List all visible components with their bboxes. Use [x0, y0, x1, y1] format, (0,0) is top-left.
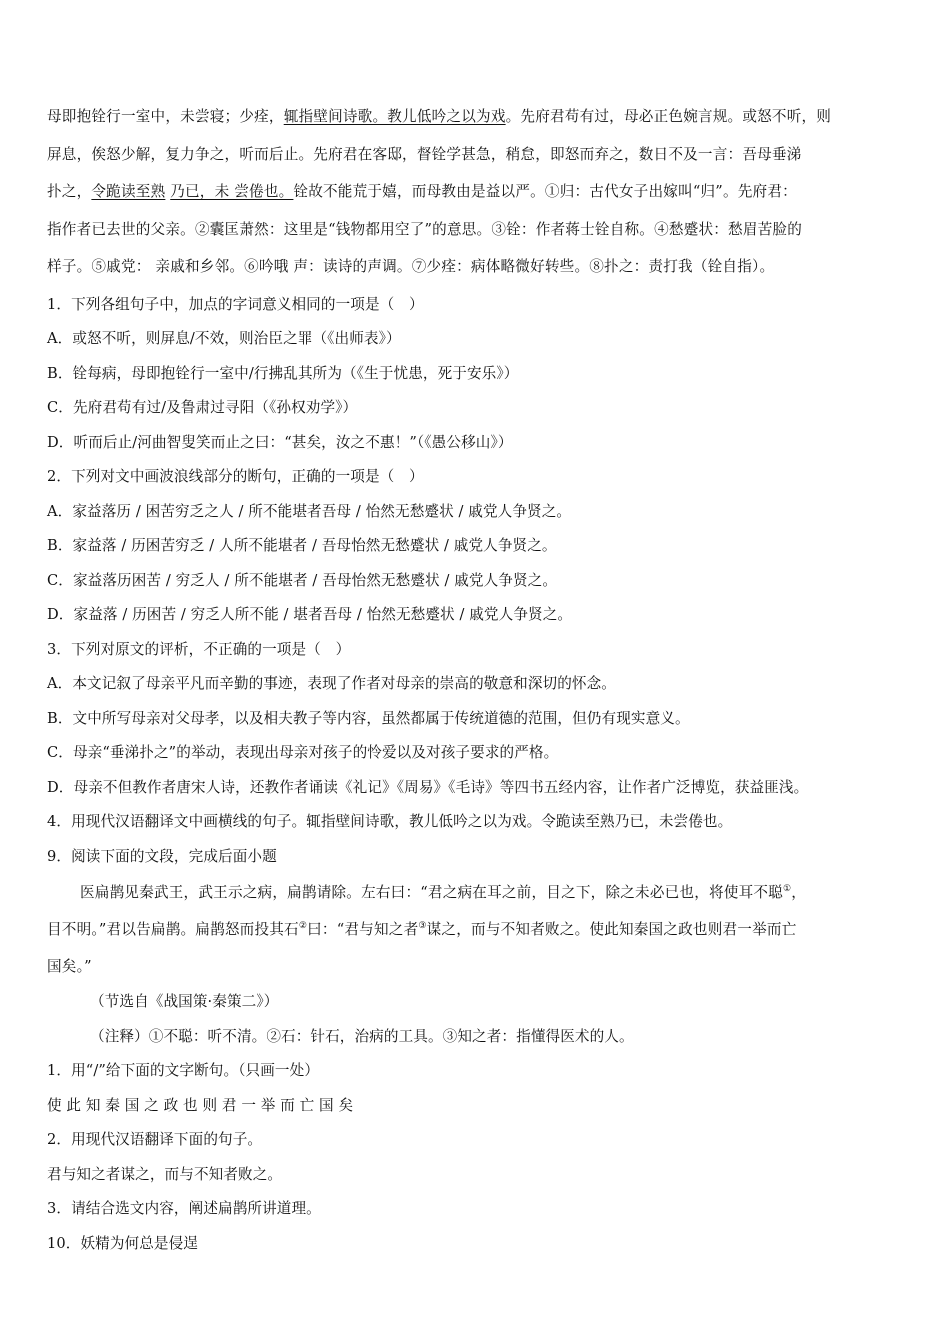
answer-option: A．家益落历 / 困苦穷乏之人 / 所不能堪者吾母 / 怡然无愁蹙状 / 戚党人争贤之。	[47, 502, 572, 520]
text-run: 曰：“君与知之者	[307, 921, 419, 939]
passage-line: 样子。⑤戚党： 亲戚和乡邻。⑥吟哦 声：读诗的声调。⑦少痊：病体略微好转些。⑧扑之：责打我（铨自指）。	[47, 258, 775, 276]
text-run: ，	[791, 884, 807, 902]
passage-line: 指作者已去世的父亲。②囊匡萧然：这里是“钱物都用空了”的意思。③铨：作者蒋士铨自称。④愁蹙状：愁眉苦脸的	[47, 220, 803, 238]
answer-option: B．铨每病，母即抱铨行一室中/行拂乱其所为（《生于忧患，死于安乐》）	[47, 364, 519, 382]
question-stem: 2．用现代汉语翻译下面的句子。	[47, 1131, 263, 1149]
annotation-notes: （注释）①不聪：听不清。②石：针石，治病的工具。③知之者：指懂得医术的人。	[90, 1027, 634, 1045]
passage2-line	[47, 911, 907, 948]
text-run: 。先府君苟有过，母必正色婉言规。或怒不听，则	[505, 108, 832, 125]
question-stem: 1．下列各组句子中，加点的字词意义相同的一项是（ ）	[47, 295, 424, 313]
text-run: 谋之，而与不知者败之。使此知秦国之政也则君一举而亡	[426, 921, 797, 939]
answer-option: A．或怒不听，则屏息/不效，则治臣之罪（《出师表》）	[47, 330, 401, 348]
answer-option: B．文中所写母亲对父母孝，以及相夫教子等内容，虽然都属于传统道德的范围，但仍有现实意义。	[47, 709, 690, 727]
passage2-line: 国矣。”	[47, 958, 92, 976]
document-page	[47, 98, 907, 1261]
text-run: 医扁鹊见秦武王，武王示之病，扁鹊请除。左右曰：“君之病在耳之前，目之下，除之未必已也，将使耳不聪	[80, 884, 783, 902]
footnote-mark: ②	[298, 921, 308, 932]
question-stem: 1．用“/”给下面的文字断句。（只画一处）	[47, 1062, 320, 1080]
footnote-mark: ①	[782, 884, 792, 895]
answer-option: C．家益落历困苦 / 穷乏人 / 所不能堪者 / 吾母怡然无愁蹙状 / 戚党人争贤之。	[47, 571, 558, 589]
question-stem: 2．下列对文中画波浪线部分的断句，正确的一项是（ ）	[47, 468, 424, 486]
answer-option: D．母亲不但教作者唐宋人诗，还教作者诵读《礼记》《周易》《毛诗》等四书五经内容，让作者广泛博览，获益匪浅。	[47, 778, 809, 796]
question-stem: 3．请结合选文内容，阐述扁鹊所讲道理。	[47, 1200, 321, 1218]
answer-option: C．母亲“垂涕扑之”的举动，表现出母亲对孩子的怜爱以及对孩子要求的严格。	[47, 744, 559, 762]
passage2-line	[47, 874, 907, 911]
section-heading: 9．阅读下面的文段，完成后面小题	[47, 847, 277, 865]
question-stem: 10．妖精为何总是侵逞	[47, 1234, 199, 1252]
passage-line	[47, 173, 907, 211]
text-run: 铨故不能荒于嬉，而母教由是益以严。①归：古代女子出嫁叫“归”。先府君：	[293, 183, 797, 201]
source-citation: （节选自《战国策·秦策二》）	[90, 993, 279, 1011]
footnote-mark: ③	[418, 921, 427, 932]
passage-line	[47, 98, 907, 136]
text-run: 母即抱铨行一室中，未尝寝；少痊，	[47, 108, 284, 125]
answer-option: D．听而后止/河曲智叟笑而止之曰：“甚矣，汝之不惠！”（《愚公移山》）	[47, 433, 513, 451]
question-stem: 4．用现代汉语翻译文中画横线的句子。辄指壁间诗歌，教儿低吟之以为戏。令跪读至熟乃已，未尝倦也。	[47, 813, 733, 831]
text-run: 扑之，	[47, 183, 92, 201]
answer-option: D．家益落 / 历困苦 / 穷乏人所不能 / 堪者吾母 / 怡然无愁蹙状 / 戚党人争贤之。	[47, 606, 573, 624]
underlined-text: 令跪读至熟	[91, 183, 166, 201]
answer-option: B．家益落 / 历困苦穷乏 / 人所不能堪者 / 吾母怡然无愁蹙状 / 戚党人争贤之。	[47, 537, 557, 555]
question-stem: 3．下列对原文的评析，不正确的一项是（ ）	[47, 640, 351, 658]
passage-line: 屏息，俟怒少解，复力争之，听而后止。先府君在客邸，督铨学甚急，稍怠，即怒而弃之，数日不及一言：吾母垂涕	[47, 145, 802, 163]
underlined-text: 乃已，未 尝倦也。	[170, 183, 294, 201]
punctuation-exercise: 使 此 知 秦 国 之 政 也 则 君 一 举 而 亡 国 矣	[47, 1096, 354, 1114]
translation-sentence: 君与知之者谋之，而与不知者败之。	[47, 1165, 283, 1183]
text-run: 目不明。”君以告扁鹊。扁鹊怒而投其石	[47, 921, 299, 939]
answer-option: A．本文记叙了母亲平凡而辛勤的事迹，表现了作者对母亲的崇高的敬意和深切的怀念。	[47, 675, 617, 693]
underlined-text: 辄指壁间诗歌。教儿低吟之以为戏	[283, 108, 506, 125]
answer-option: C．先府君苟有过/及鲁肃过寻阳（《孙权劝学》）	[47, 399, 358, 417]
